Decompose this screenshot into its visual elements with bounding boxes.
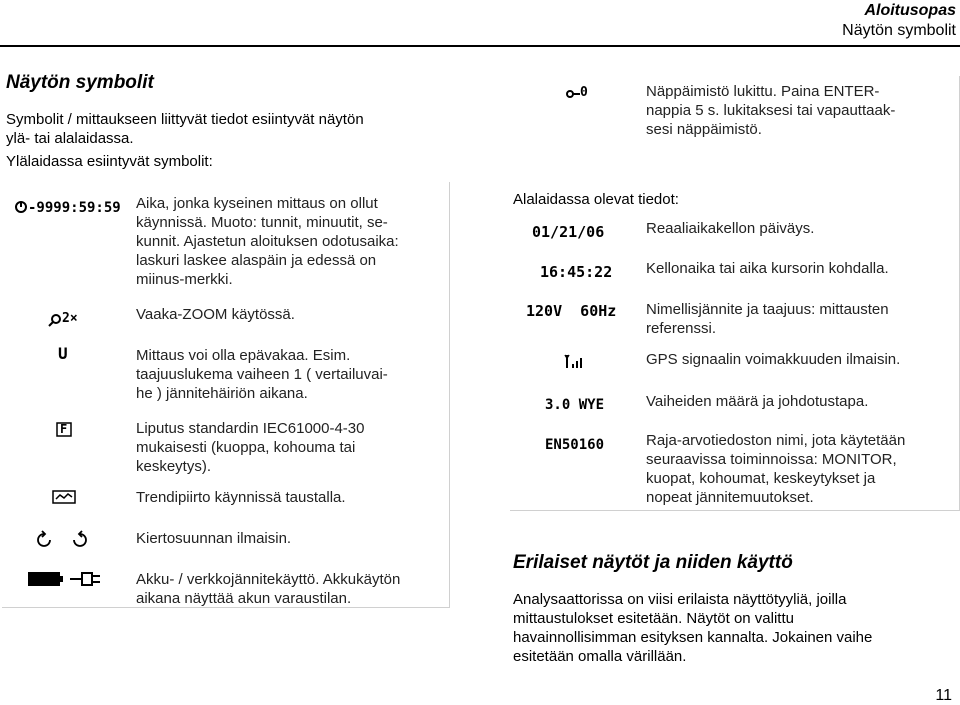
flag-symbol: F xyxy=(56,422,76,443)
limits-file-symbol: EN50160 xyxy=(545,437,605,453)
flag-description: Liputus standardin IEC61000-4-30 mukaisesti (kuoppa, kohouma tai keskeytys). xyxy=(136,420,365,475)
unstable-symbol: U xyxy=(58,344,68,363)
section-text: Analysaattorissa on viisi erilaista näyttötyyliä, joilla mittaustulokset esitetään. Näytöt on valittu havainnollisimman esityksen kannalta. Jokainen vaihe esitetään omalla värillään. xyxy=(513,591,873,665)
bottom-heading: Alalaidassa olevat tiedot: xyxy=(513,191,679,208)
rotation-description: Kiertosuunnan ilmaisin. xyxy=(136,530,292,547)
rotation-symbol xyxy=(36,530,94,555)
intro-text: Symbolit / mittaukseen liittyvät tiedot esiintyvät näytön ylä- tai alalaidassa. xyxy=(6,111,364,147)
date-description: Reaaliaikakellon päiväys. xyxy=(646,220,815,237)
battery-plug-icon xyxy=(26,570,108,588)
timer-description: Aika, jonka kyseinen mittaus on ollut käynnissä. Muoto: tunnit, minuutit, se- kunnit. Ajastetun aloituksen odotusaika: laskuri laskee alaspäin ja edessä on miinus-merkki. xyxy=(136,195,399,288)
top-heading: Ylälaidassa esiintyvät symbolit: xyxy=(6,153,213,170)
unstable-description: Mittaus voi olla epävakaa. Esim. taajuuslukema vaiheen 1 ( vertailuvai- he ) jännitehäiriön aikana. xyxy=(136,347,388,402)
gps-symbol xyxy=(564,354,586,375)
trend-symbol xyxy=(52,490,76,509)
battery-description: Akku- / verkkojännitekäyttö. Akkukäytön aikana näyttää akun varaustilan. xyxy=(136,571,401,607)
timer-symbol: -9999:59:59 xyxy=(14,199,118,222)
gps-description: GPS signaalin voimakkuuden ilmaisin. xyxy=(646,351,901,368)
time-symbol: 16:45:22 xyxy=(540,263,613,281)
date-symbol: 01/21/06 xyxy=(532,223,605,241)
header-subsection: Näytön symbolit xyxy=(842,22,956,39)
time-description: Kellonaika tai aika kursorin kohdalla. xyxy=(646,260,889,277)
magnifier-icon xyxy=(48,313,62,327)
wiring-symbol: 3.0 WYE xyxy=(545,397,605,413)
header-rule xyxy=(0,45,960,47)
limits-file-description: Raja-arvotiedoston nimi, jota käytetään seuraavissa toiminnoissa: MONITOR, kuopat, kohoumat, keskeytykset ja nopeat jännitemuutokset. xyxy=(646,432,906,506)
battery-mains-symbol xyxy=(26,570,108,593)
voltage-frequency-description: Nimellisjännite ja taajuus: mittausten referenssi. xyxy=(646,301,889,337)
trend-description: Trendipiirto käynnissä taustalla. xyxy=(136,489,346,506)
voltage-frequency-symbol: 120V 60Hz xyxy=(526,302,617,320)
page-number: 11 xyxy=(935,687,952,704)
trend-icon xyxy=(52,490,76,504)
page-title: Näytön symbolit xyxy=(6,72,154,93)
keylock-description: Näppäimistö lukittu. Paina ENTER- nappia 5 s. lukitaksesi tai vapauttaak- sesi näppäimistö. xyxy=(646,83,896,138)
zoom-description: Vaaka-ZOOM käytössä. xyxy=(136,306,295,323)
rotation-arrows-icon xyxy=(36,530,94,550)
section-title: Erilaiset näytöt ja niiden käyttö xyxy=(513,552,793,573)
header-section: Aloitusopas xyxy=(864,2,956,19)
wiring-description: Vaiheiden määrä ja johdotustapa. xyxy=(646,393,869,410)
key-icon xyxy=(566,88,580,100)
signal-strength-icon xyxy=(564,354,586,370)
